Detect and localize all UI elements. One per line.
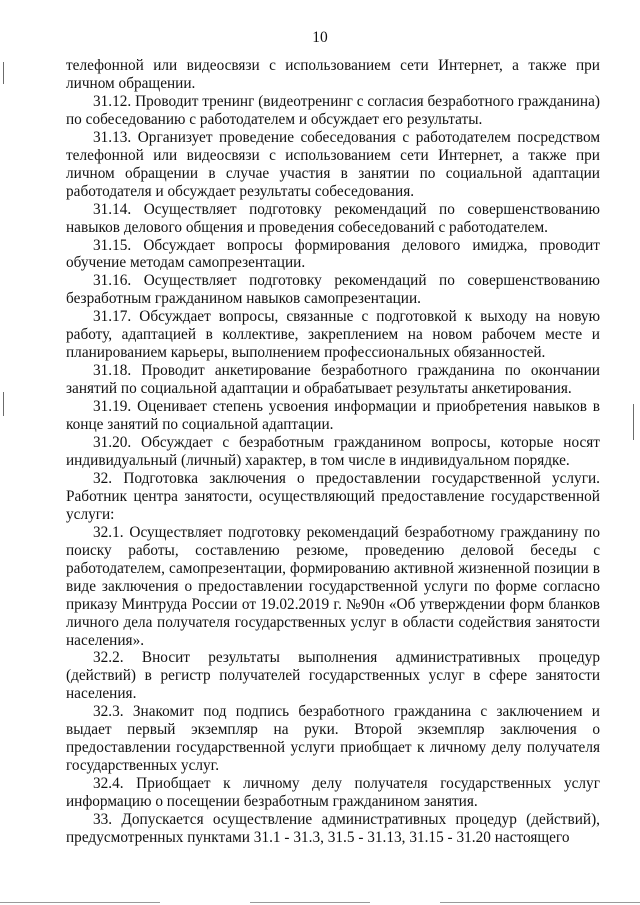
scan-mark-right	[633, 404, 634, 440]
paragraph-31-20: 31.20. Обсуждает с безработным гражданином вопросы, которые носят индивидуальный (личный) характер, в том числе в индивидуальном порядке.	[66, 434, 600, 469]
scan-footer-line-right	[440, 902, 640, 903]
paragraph-31-17: 31.17. Обсуждает вопросы, связанные с подготовкой к выходу на новую работу, адаптацией в коллективе, закреплением на новом рабочем месте и планированием карьеры, выполнением профессиональных обязанностей.	[66, 308, 600, 362]
page-number: 10	[312, 29, 328, 46]
paragraph-31-16: 31.16. Осуществляет подготовку рекомендаций по совершенствованию безработным гражданином навыков самопрезентации.	[66, 272, 600, 308]
paragraph-32-3: 32.3. Знакомит под подпись безработного гражданина с заключением и выдает первый экземпляр на руки. Второй экземпляр заключения о предоставлении государственной услуги приобщает к личному делу получателя государственных услуг.	[66, 703, 600, 775]
paragraph-32-1: 32.1. Осуществляет подготовку рекомендаций безработному гражданину по поиску работы, составлению резюме, проведению деловой беседы с работодателем, самопрезентации, формированию активной жизненной позиции в виде заключения о предоставлении государственной услуги по форме согласно приказу Минтруда России от 19.02.2019 г. №90н «Об утверждении форм бланков личного дела получателя государственных услуг в области содействия занятости населения».	[66, 523, 600, 649]
paragraph-31-18: 31.18. Проводит анкетирование безработного гражданина по окончании занятий по социальной адаптации и обрабатывает результаты анкетирования.	[66, 362, 600, 398]
paragraph-32-2: 32.2. Вносит результаты выполнения административных процедур (действий) в регистр получателей государственных услуг в сфере занятости населения.	[66, 649, 600, 703]
scan-footer-line-center	[250, 902, 370, 903]
paragraph-32: 32. Подготовка заключения о предоставлении государственной услуги. Работник центра занятости, осуществляющий предоставление государственной услуги:	[66, 469, 600, 523]
paragraph-continued: телефонной или видеосвязи с использованием сети Интернет, а также при личном обращении.	[66, 57, 600, 92]
scan-footer-line-left	[0, 902, 160, 903]
paragraph-31-19: 31.19. Оценивает степень усвоения информации и приобретения навыков в конце занятий по социальной адаптации.	[66, 398, 600, 434]
paragraph-31-13: 31.13. Организует проведение собеседования с работодателем посредством телефонной или видеосвязи с использованием сети Интернет, а также при личном обращении в случае участия в занятии по социальной адаптации работодателя и обсуждает результаты собеседования.	[66, 128, 600, 200]
scan-mark-left	[3, 62, 4, 84]
paragraph-32-4: 32.4. Приобщает к личному делу получателя государственных услуг информацию о посещении безработным гражданином занятия.	[66, 775, 600, 811]
scan-mark-left-lower	[3, 392, 4, 416]
document-body	[66, 57, 600, 847]
paragraph-31-12: 31.12. Проводит тренинг (видеотренинг с согласия безработного гражданина) по собеседованию с работодателем и обсуждает его результаты.	[66, 92, 600, 128]
paragraph-31-14: 31.14. Осуществляет подготовку рекомендаций по совершенствованию навыков делового общения и проведения собеседований с работодателем.	[66, 200, 600, 236]
paragraph-33: 33. Допускается осуществление административных процедур (действий), предусмотренных пунктами 31.1 - 31.3, 31.5 - 31.13, 31.15 - 31.20 настоящего	[66, 811, 600, 846]
paragraph-31-15: 31.15. Обсуждает вопросы формирования делового имиджа, проводит обучение методам самопрезентации.	[66, 236, 600, 272]
